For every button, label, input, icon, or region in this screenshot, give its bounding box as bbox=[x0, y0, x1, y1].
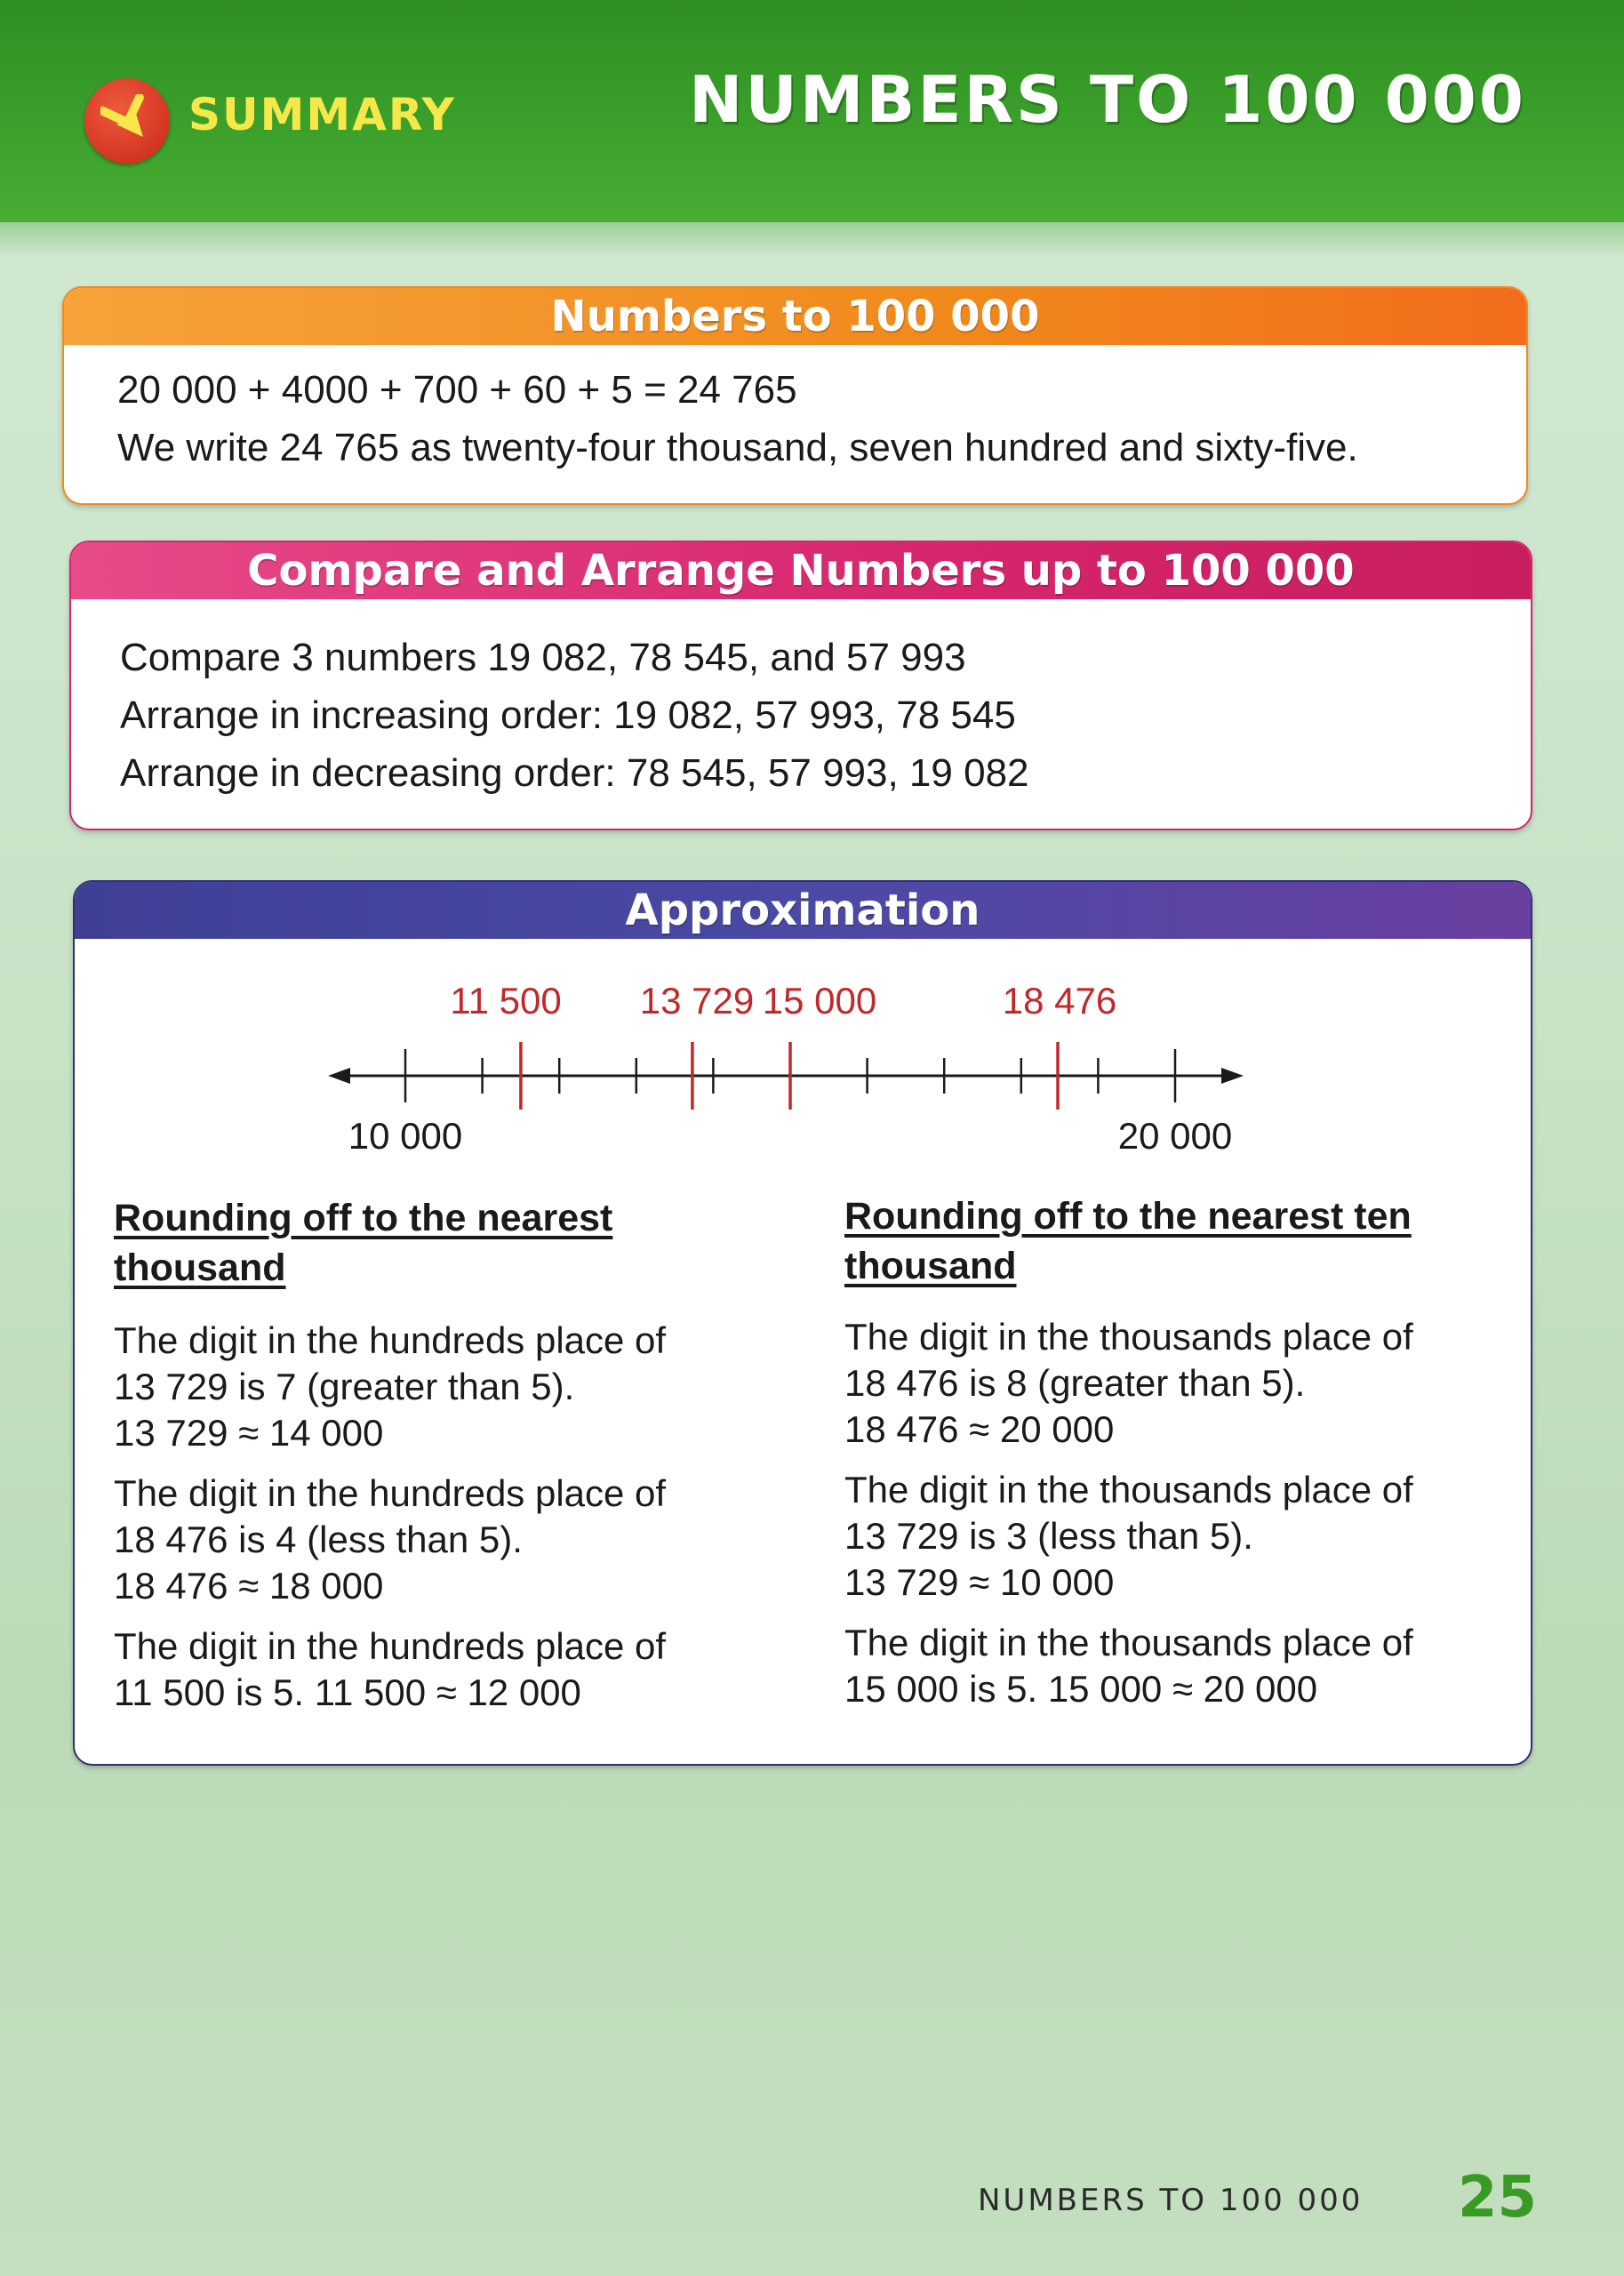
numbers-panel bbox=[62, 286, 1528, 505]
approximation-panel-title: Approximation bbox=[75, 882, 1531, 939]
approximation-panel bbox=[73, 880, 1532, 1766]
para-line: The digit in the hundreds place of bbox=[114, 1625, 667, 1667]
nearest-thousand-heading bbox=[114, 1193, 612, 1293]
expanded-form-line: 20 000 + 4000 + 700 + 60 + 5 = 24 765 bbox=[117, 368, 797, 412]
para-line: 13 729 is 3 (less than 5). bbox=[844, 1515, 1253, 1557]
para-line: The digit in the thousands place of bbox=[844, 1316, 1413, 1358]
rounding-thousand-example-2 bbox=[114, 1471, 666, 1609]
para-line: The digit in the hundreds place of bbox=[114, 1319, 667, 1361]
page-number: 25 bbox=[1458, 2165, 1538, 2231]
para-line: The digit in the hundreds place of bbox=[114, 1472, 667, 1514]
footer-title: NUMBERS TO 100 000 bbox=[978, 2183, 1364, 2218]
rounding-ten-thousand-example-3 bbox=[844, 1620, 1413, 1712]
arrow-down-right-icon bbox=[84, 78, 170, 164]
header-fade bbox=[0, 222, 1624, 258]
nearest-ten-thousand-heading bbox=[844, 1191, 1412, 1291]
para-line: 18 476 ≈ 20 000 bbox=[844, 1408, 1115, 1450]
numbers-panel-title: Numbers to 100 000 bbox=[64, 288, 1526, 345]
rounding-thousand-example-3 bbox=[114, 1623, 666, 1716]
number-words-line: We write 24 765 as twenty-four thousand, seven hundred and sixty-five. bbox=[117, 426, 1358, 469]
nearest-ten-thousand-heading-line1: Rounding off to the nearest ten bbox=[844, 1195, 1412, 1238]
rounding-ten-thousand-example-1 bbox=[844, 1314, 1413, 1453]
rounding-ten-thousand-example-2 bbox=[844, 1467, 1413, 1606]
para-line: The digit in the thousands place of bbox=[844, 1469, 1413, 1511]
nearest-thousand-heading-line1: Rounding off to the nearest bbox=[114, 1197, 613, 1239]
left-arrow-icon bbox=[328, 1068, 350, 1084]
end-label: 20 000 bbox=[1117, 1115, 1233, 1157]
number-line bbox=[75, 882, 1531, 1166]
compare-line: Compare 3 numbers 19 082, 78 545, and 57 993 bbox=[120, 636, 966, 679]
decreasing-order-line: Arrange in decreasing order: 78 545, 57 993, 19 082 bbox=[120, 751, 1029, 795]
marked-value-label: 18 476 bbox=[1002, 980, 1117, 1022]
right-arrow-icon bbox=[1221, 1068, 1244, 1084]
summary-label: SUMMARY bbox=[188, 89, 456, 140]
para-line: 18 476 is 8 (greater than 5). bbox=[844, 1362, 1306, 1404]
compare-panel-title: Compare and Arrange Numbers up to 100 000 bbox=[71, 542, 1531, 599]
rounding-thousand-example-1 bbox=[114, 1318, 666, 1456]
para-line: 11 500 is 5. 11 500 ≈ 12 000 bbox=[114, 1671, 581, 1713]
nearest-ten-thousand-heading-line2: thousand bbox=[844, 1245, 1017, 1287]
para-line: 13 729 is 7 (greater than 5). bbox=[114, 1366, 575, 1407]
start-label: 10 000 bbox=[348, 1115, 463, 1157]
marked-value-label: 15 000 bbox=[762, 980, 877, 1022]
nearest-thousand-heading-line2: thousand bbox=[114, 1246, 286, 1289]
para-line: 13 729 ≈ 10 000 bbox=[844, 1561, 1115, 1603]
para-line: 18 476 ≈ 18 000 bbox=[114, 1565, 384, 1607]
increasing-order-line: Arrange in increasing order: 19 082, 57 993, 78 545 bbox=[120, 693, 1016, 737]
para-line: 15 000 is 5. 15 000 ≈ 20 000 bbox=[844, 1668, 1318, 1710]
marked-value-label: 11 500 bbox=[450, 980, 562, 1022]
compare-panel bbox=[69, 541, 1532, 830]
page-title: NUMBERS TO 100 000 bbox=[689, 62, 1526, 137]
para-line: 18 476 is 4 (less than 5). bbox=[114, 1519, 523, 1560]
para-line: 13 729 ≈ 14 000 bbox=[114, 1412, 384, 1454]
marked-value-label: 13 729 bbox=[639, 980, 755, 1022]
para-line: The digit in the thousands place of bbox=[844, 1622, 1413, 1663]
